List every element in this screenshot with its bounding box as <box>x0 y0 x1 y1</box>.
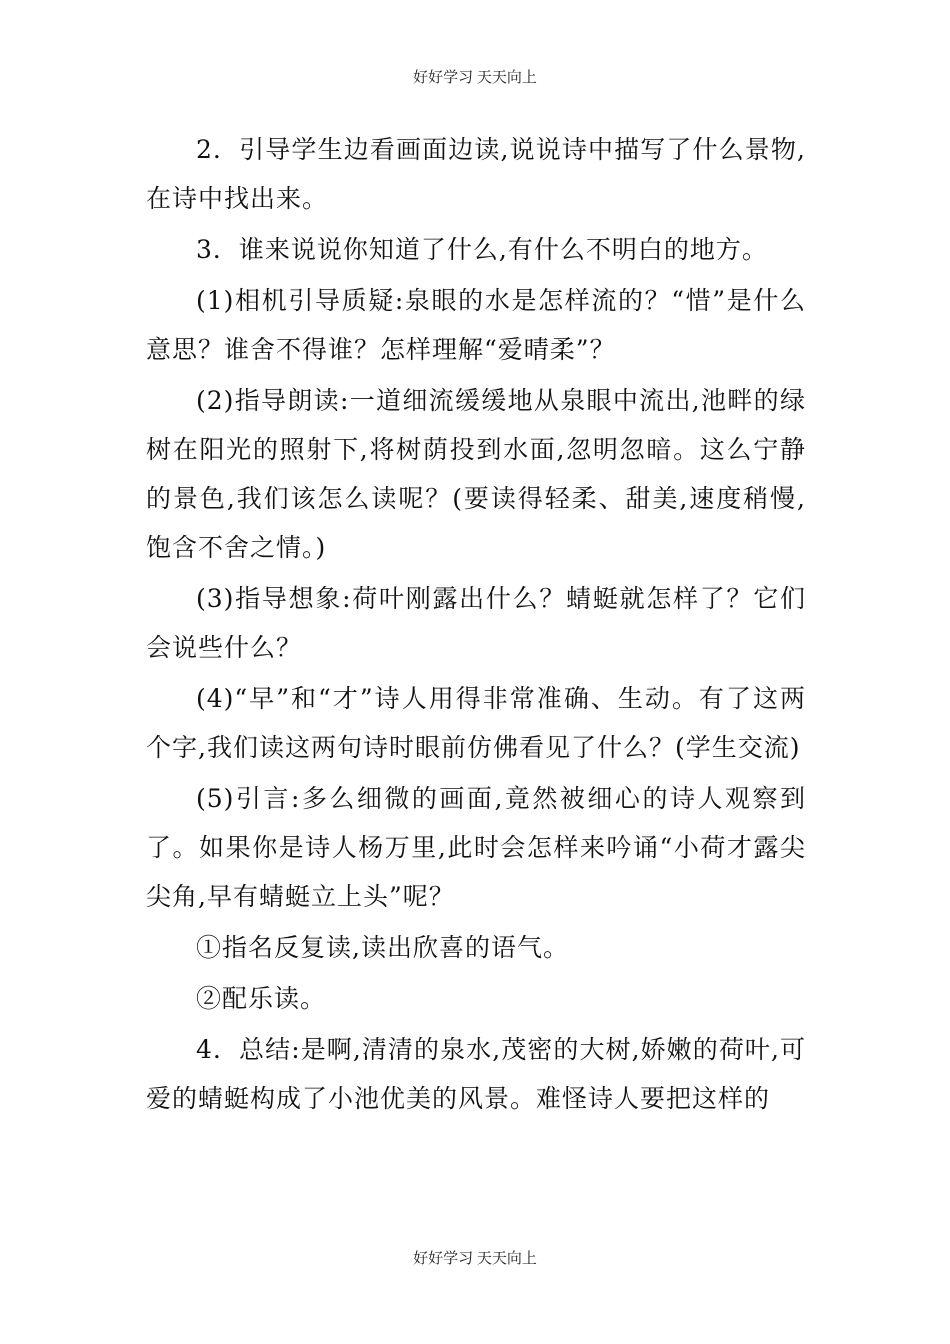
paragraph-step-4: 4．总结:是啊,清清的泉水,茂密的大树,娇嫩的荷叶,可爱的蜻蜓构成了小池优美的风景。难怪诗人要把这样的 <box>146 1035 806 1113</box>
page-header: 好好学习 天天向上 <box>413 70 537 86</box>
paragraph-item-2: ②配乐读。 <box>196 984 327 1013</box>
paragraph-sub-1: (1)相机引导质疑:泉眼的水是怎样流的？“惜”是什么意思？谁舍不得谁？怎样理解“爱晴柔”？ <box>146 286 806 364</box>
paragraph-sub-3: (3)指导想象:荷叶刚露出什么？蜻蜓就怎样了？它们会说些什么？ <box>146 584 806 662</box>
paragraph-sub-2: (2)指导朗读:一道细流缓缓地从泉眼中流出,池畔的绿树在阳光的照射下,将树荫投到水面,忽明忽暗。这么宁静的景色,我们该怎么读呢？(要读得轻柔、甜美,速度稍慢,饱含不舍之情。) <box>146 386 806 562</box>
paragraph-step-3: 3．谁来说说你知道了什么,有什么不明白的地方。 <box>196 235 768 264</box>
page-footer: 好好学习 天天向上 <box>413 1251 537 1267</box>
paragraph-sub-4: (4)“早”和“才”诗人用得非常准确、生动。有了这两个字,我们读这两句诗时眼前仿佛看见了什么？(学生交流) <box>146 684 806 762</box>
document-body <box>146 125 806 1125</box>
paragraph-item-1: ①指名反复读,读出欣喜的语气。 <box>196 933 569 962</box>
paragraph-sub-5: (5)引言:多么细微的画面,竟然被细心的诗人观察到了。如果你是诗人杨万里,此时会怎样来吟诵“小荷才露尖尖角,早有蜻蜓立上头”呢？ <box>146 784 806 911</box>
paragraph-step-2: 2．引导学生边看画面边读,说说诗中描写了什么景物,在诗中找出来。 <box>146 135 806 213</box>
